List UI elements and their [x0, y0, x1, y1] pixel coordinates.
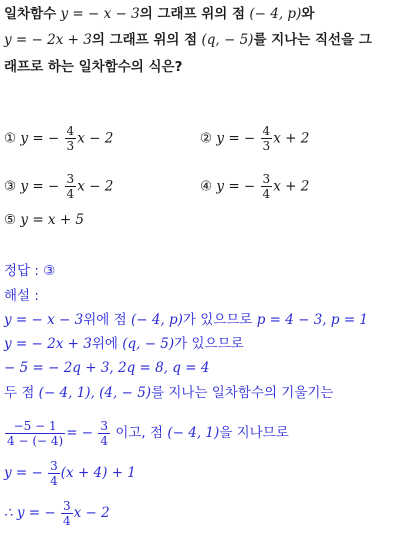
explanation-line-7 [4, 496, 110, 530]
question-line-1 [4, 4, 314, 24]
explanation-text: 이고, 점 [115, 425, 164, 441]
math-expr: = − [66, 425, 94, 441]
option-marker: ③ [4, 178, 17, 195]
explanation-line-6 [4, 456, 136, 490]
explanation-text: 위에 점 [83, 312, 127, 328]
option-5[interactable] [4, 210, 84, 230]
fraction: $\frac{-5 - 1}{4 - (- 4)}$ [7, 418, 64, 448]
option-marker: ② [200, 130, 213, 147]
fraction: $\frac{3}{4}$ [66, 172, 75, 201]
option-3[interactable] [4, 172, 113, 201]
option-marker: ① [4, 130, 17, 147]
math-expr: y = − x − 3 [4, 312, 84, 328]
math-expr: y = − 2x + 3 [4, 32, 92, 48]
option-2[interactable] [200, 124, 309, 153]
math-expr: y = − [4, 465, 43, 481]
option-marker: ④ [200, 178, 213, 195]
question-text: 와 [301, 6, 315, 22]
math-expr: x − 2 [73, 505, 110, 521]
math-expr: (x + 4) + 1 [60, 465, 136, 481]
math-expr: (q, − 5) [122, 336, 175, 352]
explanation-line-3 [4, 358, 209, 378]
explanation-text: 위에 [91, 336, 118, 352]
math-expr: (− 4, 1), (4, − 5) [38, 385, 152, 401]
question-line-3 [4, 57, 182, 77]
math-expr: p = 4 − 3, p = 1 [256, 312, 369, 328]
math-expr: y = − [216, 178, 256, 195]
math-expr: y = − [20, 130, 60, 147]
math-expr: (− 4, p) [130, 312, 183, 328]
math-expr: x + 2 [273, 130, 310, 147]
question-text: 를 지나는 직선을 그 [253, 32, 372, 48]
explanation-text: 가 있으므로 [182, 312, 253, 328]
option-marker: ⑤ [4, 212, 17, 228]
fraction: $\frac{3}{4}$ [63, 498, 71, 528]
math-expr: y = x + 5 [20, 212, 85, 228]
math-expr: (− 4, 1) [167, 425, 220, 441]
question-text: 래프로 하는 일차함수의 식은? [4, 59, 183, 75]
math-expr: (q, − 5) [201, 32, 254, 48]
explanation-line-5 [4, 416, 289, 450]
option-4[interactable] [200, 172, 309, 201]
math-expr: x − 2 [77, 178, 114, 195]
fraction: $\frac{4}{3}$ [262, 124, 271, 153]
explanation-line-2 [4, 334, 244, 354]
explanation-label: 해설 : [4, 288, 39, 304]
explanation-line-1 [4, 310, 368, 330]
explanation-line-4 [4, 383, 333, 403]
fraction: $\frac{4}{3}$ [66, 124, 75, 153]
math-expr: ∴ y = − [4, 505, 56, 521]
explanation-text: 를 지나는 일차함수의 기울기는 [151, 385, 334, 401]
math-expr: y = − 2x + 3 [4, 336, 92, 352]
math-expr: x + 2 [273, 178, 310, 195]
question-text: 일차함수 [4, 6, 57, 22]
explanation-text: 두 점 [4, 385, 35, 401]
question-line-2 [4, 30, 372, 50]
math-expr: x − 2 [77, 130, 114, 147]
math-expr: − 5 = − 2q + 3, 2q = 8, q = 4 [4, 360, 210, 376]
question-text: 의 그래프 위의 점 [139, 6, 246, 22]
math-expr: y = − [216, 130, 256, 147]
math-expr: y = − [20, 178, 60, 195]
answer-label: 정답 : ③ [4, 263, 56, 279]
math-expr: y = − x − 3 [60, 6, 140, 22]
math-expr: (− 4, p) [249, 6, 302, 22]
explanation-text: 을 지나므로 [219, 425, 289, 441]
question-text: 의 그래프 위의 점 [91, 32, 198, 48]
option-1[interactable] [4, 124, 113, 153]
fraction: $\frac{3}{4}$ [262, 172, 271, 201]
fraction: $\frac{3}{4}$ [100, 418, 109, 448]
explanation-text: 가 있으므로 [174, 336, 244, 352]
fraction: $\frac{3}{4}$ [50, 458, 58, 488]
